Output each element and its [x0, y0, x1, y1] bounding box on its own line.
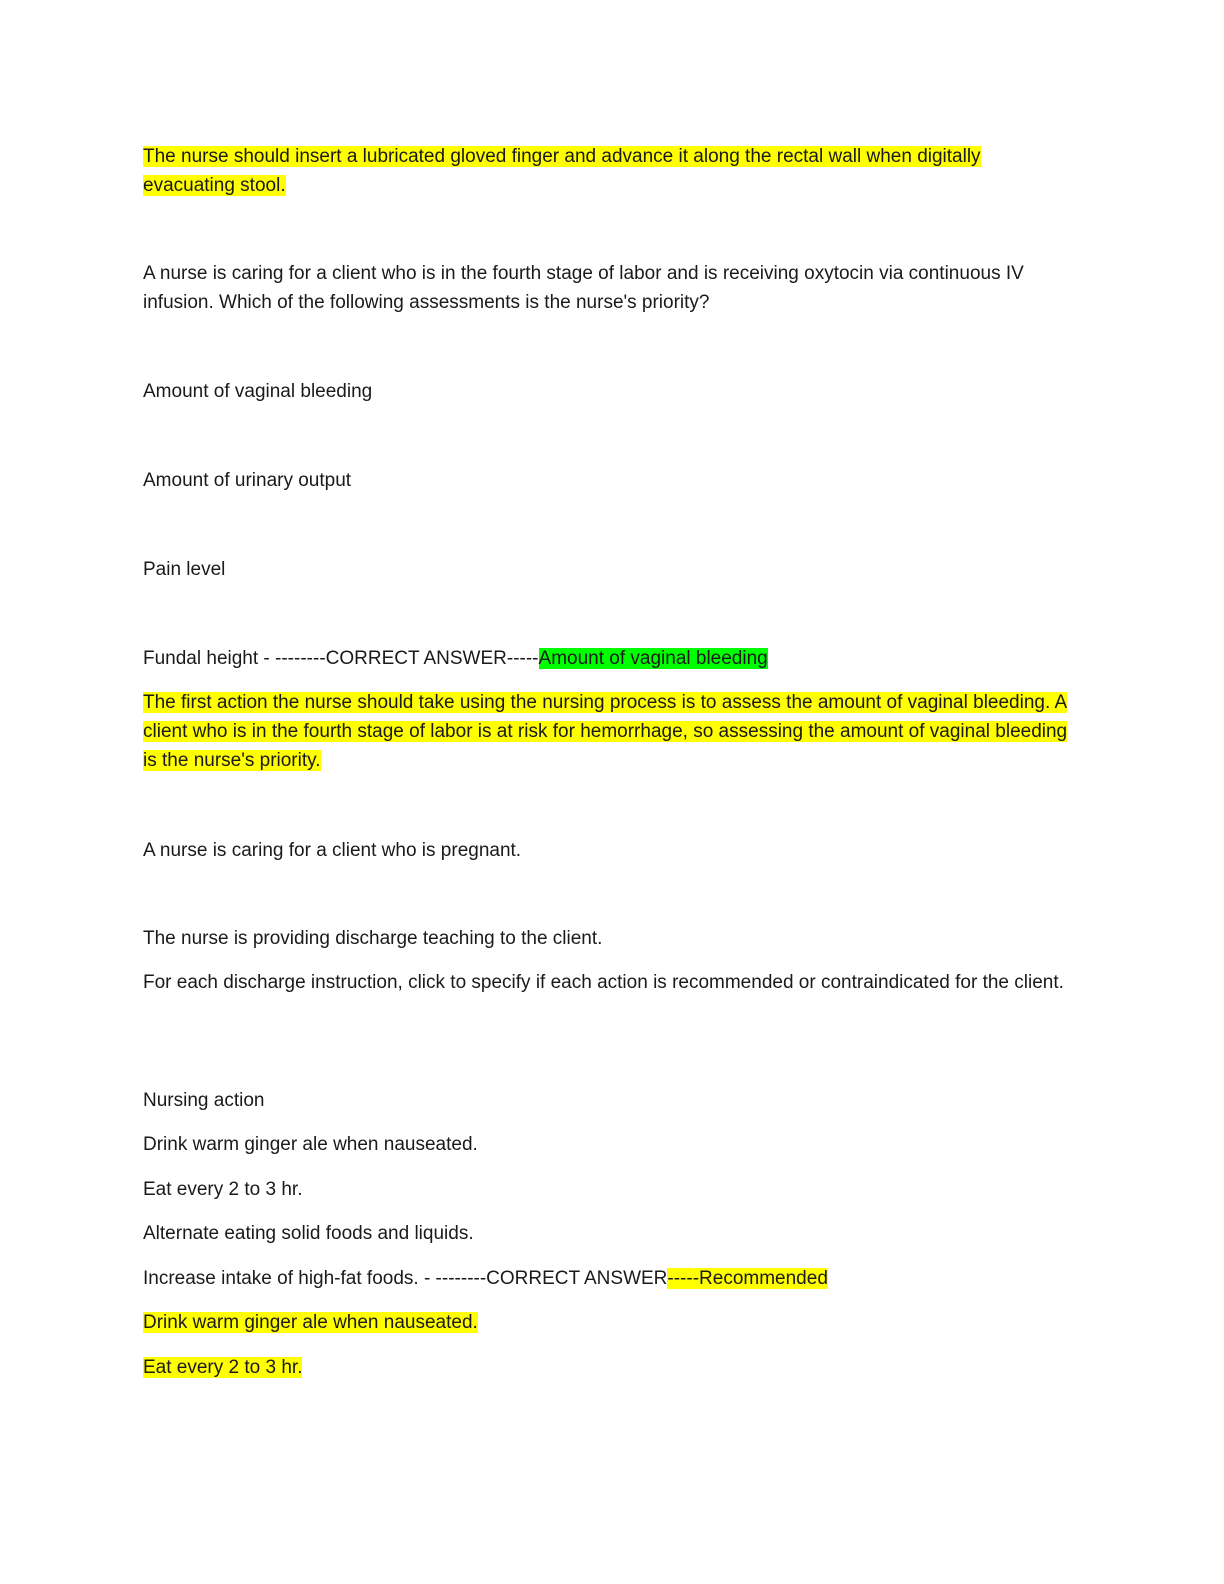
question-context: The nurse is providing discharge teaching to the client. — [143, 928, 603, 949]
highlighted-text: Drink warm ginger ale when nauseated. — [143, 1312, 478, 1333]
answer-option: Pain level — [143, 559, 226, 580]
question-stem: A nurse is caring for a client who is in the fourth stage of labor and is receiving oxytocin via continuous IV infusion. Which of the following assessments is the nurse's priority? — [143, 263, 1024, 313]
answer-line — [143, 1308, 1073, 1337]
answer-option: Amount of vaginal bleeding — [143, 381, 373, 402]
question-instruction: For each discharge instruction, click to specify if each action is recommended or contraindicated for the client. — [143, 972, 1064, 993]
highlighted-text: The nurse should insert a lubricated gloved finger and advance it along the rectal wall when digitally evacuating stool. — [143, 146, 981, 196]
highlighted-text: Eat every 2 to 3 hr. — [143, 1357, 303, 1378]
highlighted-text: The first action the nurse should take using the nursing process is to assess the amount of vaginal bleeding. A client who is in the fourth stage of labor is at risk for hemorrhage, so assessing the amount of vaginal bleeding is the nurse's priority. — [143, 692, 1068, 771]
nursing-action: Drink warm ginger ale when nauseated. — [143, 1134, 478, 1155]
correct-answer: -----Recommended — [667, 1268, 828, 1289]
correct-answer: Amount of vaginal bleeding — [538, 648, 768, 669]
question-intro: A nurse is caring for a client who is pregnant. — [143, 840, 522, 861]
nursing-action: Alternate eating solid foods and liquids. — [143, 1223, 474, 1244]
answer-option-text: Fundal height - --------CORRECT ANSWER----- — [143, 648, 539, 669]
nursing-action-text: Increase intake of high-fat foods. - --------CORRECT ANSWER — [143, 1268, 668, 1289]
answer-line — [143, 1353, 1073, 1382]
rationale-paragraph — [143, 142, 1073, 200]
nursing-action: Eat every 2 to 3 hr. — [143, 1179, 303, 1200]
rationale-paragraph — [143, 688, 1073, 775]
nursing-action-with-correct-answer — [143, 1264, 1073, 1293]
table-header: Nursing action — [143, 1090, 265, 1111]
answer-option-with-correct-answer — [143, 644, 1073, 673]
answer-option: Amount of urinary output — [143, 470, 352, 491]
